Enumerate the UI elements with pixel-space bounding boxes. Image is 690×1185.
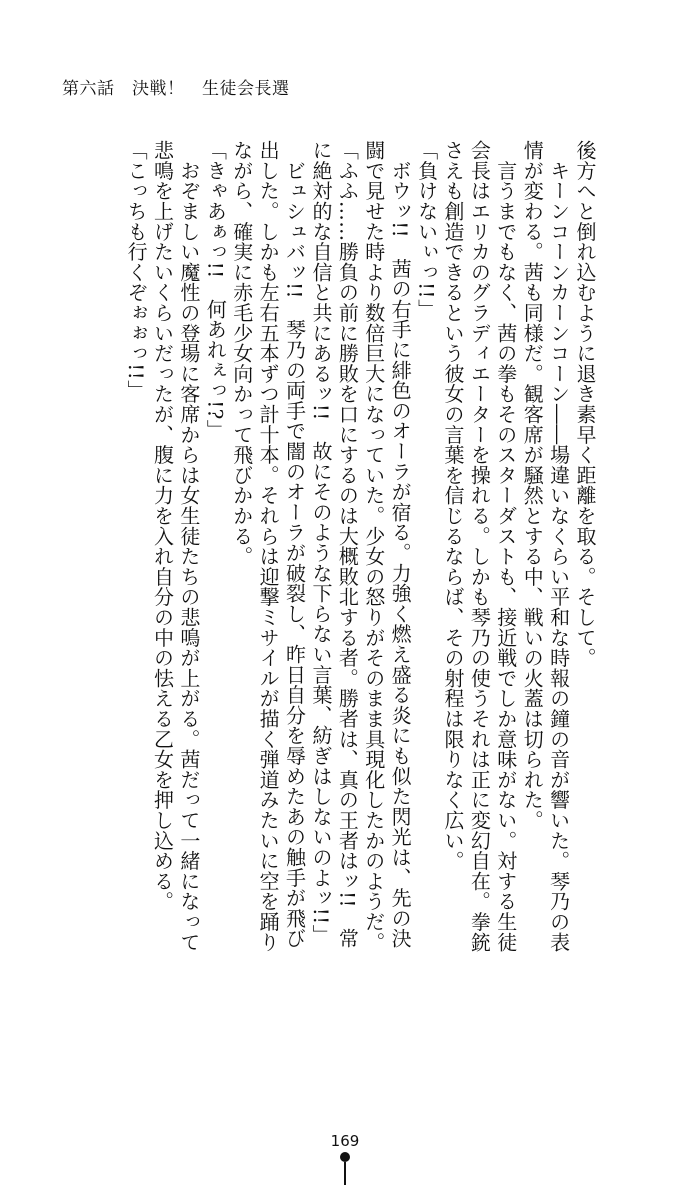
chapter-subtitle: 決戦！ xyxy=(132,79,185,99)
chapter-number: 第六話 xyxy=(62,79,115,99)
text-line: 「ふふ……勝負の前に勝敗を口にするのは大概敗北する者。勝者は、真の王者はッ!! 常 xyxy=(335,140,360,949)
text-line: ビュシュバッ!! 琴乃の両手で闇のオーラが破裂し、昨日自分を辱めたあの触手が飛び xyxy=(282,140,307,949)
text-line: 後方へと倒れ込むように退き素早く距離を取る。そして。 xyxy=(573,140,597,668)
text-line: 「負けないぃっ!!」 xyxy=(414,140,439,320)
chapter-section: 生徒会長選 xyxy=(202,79,290,99)
text-line: 闘で見せた時より数倍巨大になっていた。少女の怒りがそのまま具現化したかのようだ。 xyxy=(361,140,386,952)
text-line: 情が変わる。茜も同様だ。観客席が騒然とする中、戦いの火蓋は切られた。 xyxy=(520,140,545,831)
text-line: 言うまでもなく、茜の拳もそのスターダストも、接近戦でしか意味がない。対する生徒 xyxy=(493,140,518,952)
page-marker-icon xyxy=(340,1152,350,1185)
running-head xyxy=(62,74,290,99)
text-line: ボウッ!! 茜の右手に緋色のオーラが宿る。力強く燃え盛る炎にも似た閃光は、先の決 xyxy=(388,140,413,949)
text-line: キーンコーンカーンコーン――場違いなくらい平和な時報の鐘の音が響いた。琴乃の表 xyxy=(546,140,571,952)
marker-stem xyxy=(344,1162,346,1185)
text-line: おぞましい魔性の登場に客席からは女生徒たちの悲鳴が上がる。茜だって一緒になって xyxy=(176,140,201,952)
marker-dot xyxy=(340,1152,350,1162)
text-line: に絶対的な自信と共にあるッ!! 故にそのような下らない言葉、紡ぎはしないのよッ!!」 xyxy=(308,140,333,945)
text-line: 会長はエリカのグラディエーターを操れる。しかも琴乃の使うそれは正に変幻自在。拳銃 xyxy=(467,140,492,952)
text-line: 「こっちも行くぞぉぉっ!!」 xyxy=(124,140,149,401)
text-line: 出した。しかも左右五本ずつ計十本。それらは迎撃ミサイルが描く弾道みたいに空を踊り xyxy=(256,140,281,952)
text-line: さえも創造できるという彼女の言葉を信じるならば、その射程は限りなく広い。 xyxy=(440,140,465,871)
page-number: 169 xyxy=(330,1132,360,1150)
text-line: ながら、確実に赤毛少女向かって飛びかかる。 xyxy=(229,140,254,567)
body-text xyxy=(58,140,598,1020)
text-line: 「きゃあぁっ!! 何あれぇっ!?」 xyxy=(203,140,228,440)
text-line: 悲鳴を上げたいくらいだったが、腹に力を入れ自分の中の怯える乙女を押し込める。 xyxy=(150,140,175,912)
